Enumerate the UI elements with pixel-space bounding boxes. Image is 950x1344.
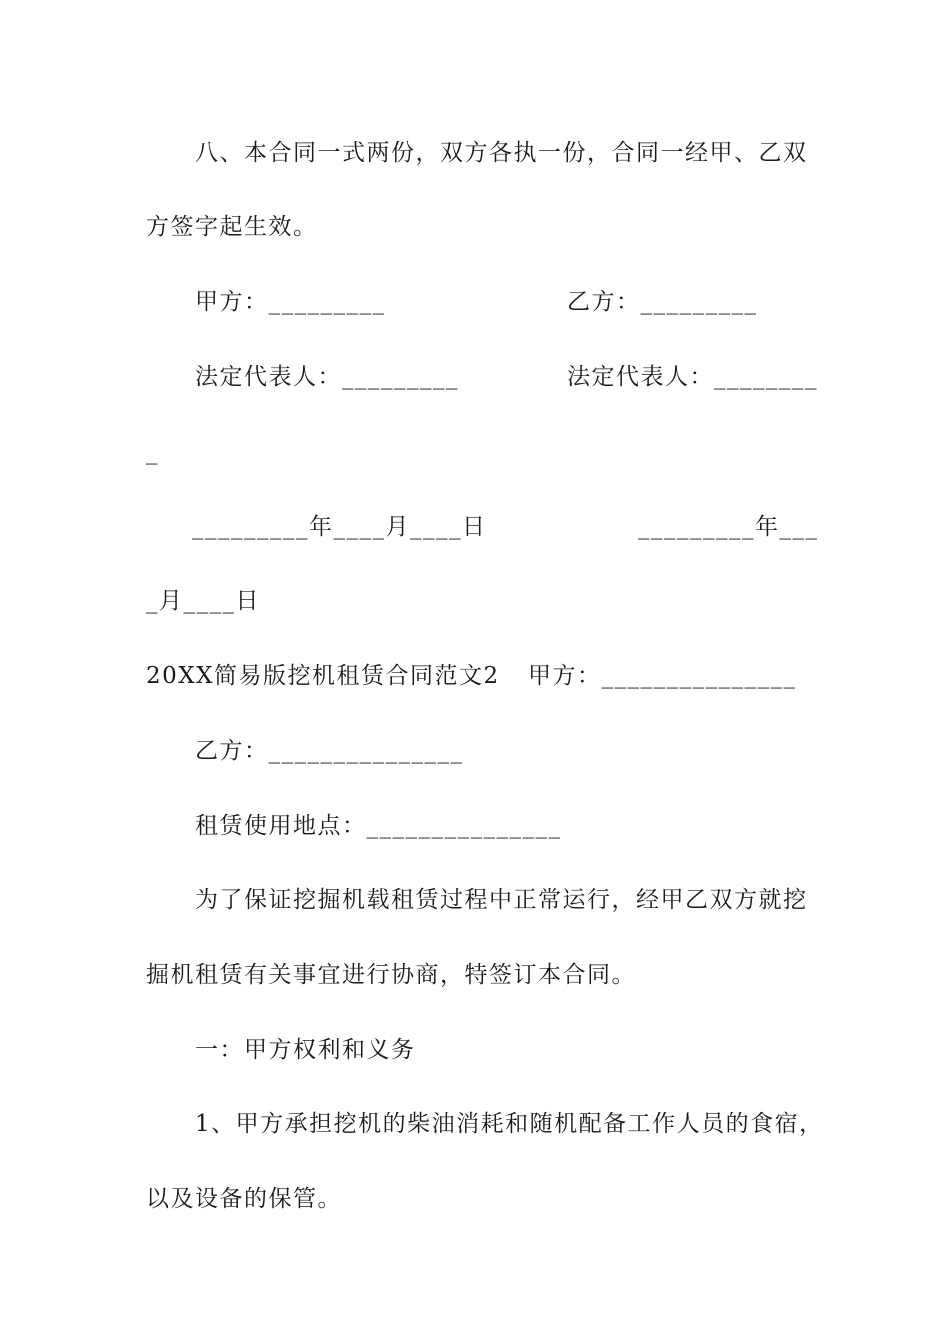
intro-paragraph-line-2: 掘机租赁有关事宜进行协商，特签订本合同。: [146, 962, 636, 988]
party-a-signature: 甲方：_________: [195, 289, 386, 315]
party-b-date: _________年___: [638, 514, 819, 540]
party-b-date-continuation: _月____日: [146, 588, 260, 614]
item-1-line-2: 以及设备的保管。: [146, 1186, 342, 1212]
item-1-line-1: 1、甲方承担挖机的柴油消耗和随机配备工作人员的食宿，: [195, 1111, 824, 1137]
section-1-heading: 一：甲方权利和义务: [195, 1037, 416, 1063]
party-b-representative: 法定代表人：________: [567, 364, 818, 390]
party-a-representative: 法定代表人：_________: [195, 364, 459, 390]
intro-paragraph-line-1: 为了保证挖掘机载租赁过程中正常运行，经甲乙双方就挖: [195, 887, 808, 913]
party-b-signature: 乙方：_________: [567, 289, 758, 315]
contract-2-party-a: 甲方：_______________: [528, 663, 797, 689]
contract-2-party-b: 乙方：_______________: [195, 738, 464, 764]
contract-2-title: 20XX简易版挖机租赁合同范文2: [146, 663, 500, 689]
clause-8-line-1: 八、本合同一式两份，双方各执一份，合同一经甲、乙双: [195, 140, 808, 166]
party-b-representative-continuation: _: [146, 439, 159, 465]
party-a-date: _________年____月____日: [192, 514, 487, 540]
contract-2-location: 租赁使用地点：_______________: [195, 813, 562, 839]
clause-8-line-2: 方签字起生效。: [146, 214, 318, 240]
